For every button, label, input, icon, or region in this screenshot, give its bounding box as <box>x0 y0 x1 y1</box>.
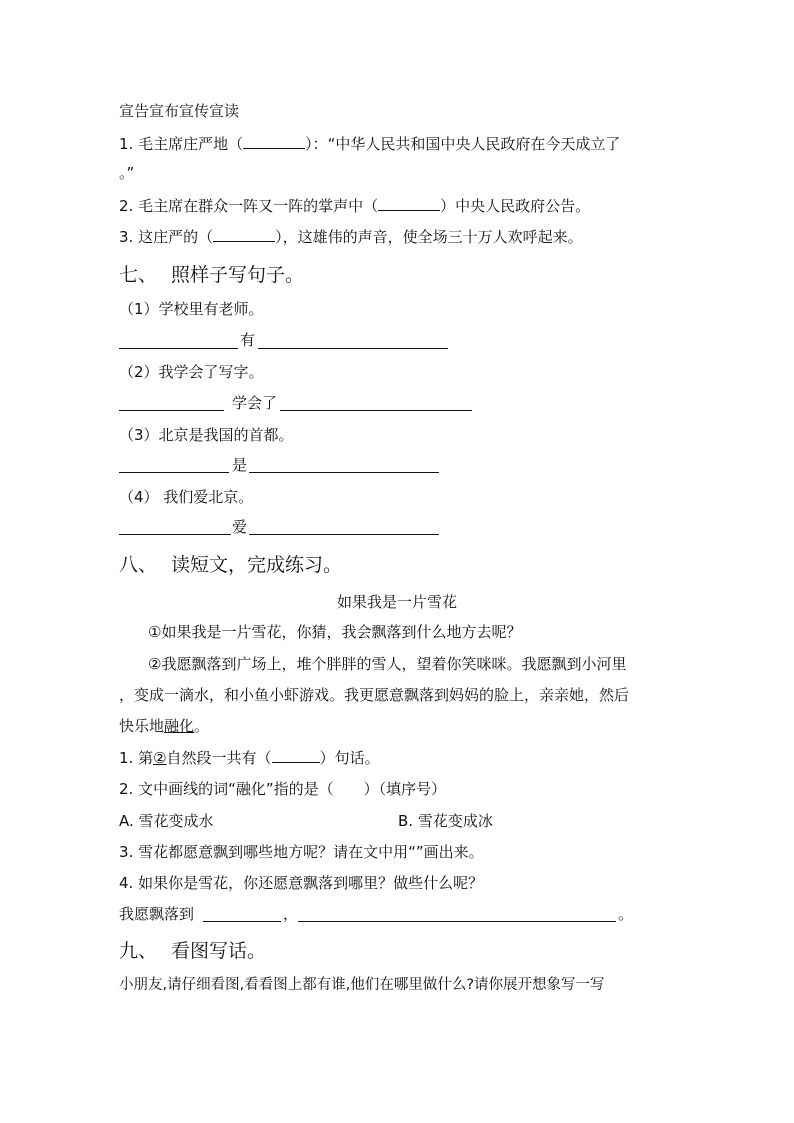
s8-option-a: A. 雪花变成水 <box>119 812 214 830</box>
section-8-title: 读短文，完成练习。 <box>171 554 343 576</box>
s6-q2-prefix: 2. 毛主席在群众一阵又一阵的掌声中（ <box>119 197 379 215</box>
s8-q4-blank-place[interactable] <box>203 921 281 922</box>
s7-blank-2a[interactable] <box>119 410 224 411</box>
s7-example-4: （4） 我们爱北京。 <box>119 488 254 506</box>
s8-question-1 <box>119 748 380 768</box>
section-8-number: 八、 <box>119 554 158 576</box>
word-bank: 宣告宣布宣传宣读 <box>119 102 240 120</box>
s7-example-1: （1）学校里有老师。 <box>119 300 264 318</box>
passage-line3-suffix: 。 <box>194 717 210 735</box>
s8-question-2: 2. 文中画线的词“融化”指的是（ ）（填序号） <box>119 780 447 798</box>
s8-q1-prefix: 1. 第 <box>119 749 154 767</box>
s6-q3-blank[interactable] <box>213 227 275 242</box>
section-9-number: 九、 <box>119 940 158 962</box>
s6-question-3 <box>119 227 583 247</box>
underlined-word: 融化 <box>164 717 195 735</box>
s8-q4-fill-prefix: 我愿飘落到 <box>119 905 195 923</box>
s7-blank-4b[interactable] <box>249 534 439 535</box>
s6-q3-prefix: 3. 这庄严的（ <box>119 228 214 246</box>
s7-blank-3a[interactable] <box>119 472 229 473</box>
s6-q1-blank[interactable] <box>243 134 305 149</box>
s8-q1-mark: ② <box>153 749 167 767</box>
s6-q3-suffix: ），这雄伟的声音，使全场三十万人欢呼起来。 <box>275 228 583 246</box>
s7-example-3: （3）北京是我国的首都。 <box>119 426 294 444</box>
s7-fill-word-2: 学会了 <box>232 394 278 412</box>
s7-fill-word-1: 有 <box>240 331 256 349</box>
s9-prompt: 小朋友,请仔细看图,看看图上都有谁,他们在哪里做什么?请你展开想象写一写 <box>119 977 605 993</box>
passage-paragraph-2-line-2: ，变成一滴水，和小鱼小虾游戏。我更愿意飘落到妈妈的脸上，亲亲她，然后 <box>119 686 630 704</box>
s8-q1-suffix: ）句话。 <box>319 749 380 767</box>
s8-q4-blank-activity[interactable] <box>298 921 616 922</box>
s7-blank-4a[interactable] <box>119 534 231 535</box>
s6-q2-suffix: ）中央人民政府公告。 <box>440 197 591 215</box>
s6-q2-blank[interactable] <box>378 196 440 211</box>
s6-q1-suffix: ）：“中华人民共和国中央人民政府在今天成立了 <box>305 135 621 153</box>
passage-paragraph-2-line-1: ②我愿飘落到广场上，堆个胖胖的雪人，望着你笑咪咪。我愿飘到小河里 <box>148 655 627 673</box>
s6-q1-prefix: 1. 毛主席庄严地（ <box>119 135 244 153</box>
s8-option-b: B. 雪花变成冰 <box>398 812 493 830</box>
s8-q4-fill-end: 。 <box>618 905 634 923</box>
s7-blank-1a[interactable] <box>119 348 238 349</box>
s7-fill-word-3: 是 <box>232 456 248 474</box>
section-9-title: 看图写话。 <box>171 940 267 962</box>
section-7-number: 七、 <box>119 264 158 286</box>
s7-example-2: （2）我学会了写字。 <box>119 363 264 381</box>
s6-question-1-cont: 。” <box>119 164 135 182</box>
section-9-heading <box>119 939 266 963</box>
section-8-heading <box>119 553 342 577</box>
s8-q1-mid: 自然段一共有（ <box>166 749 272 767</box>
s8-question-4: 4. 如果你是雪花，你还愿意飘落到哪里？做些什么呢？ <box>119 874 484 892</box>
s7-blank-1b[interactable] <box>258 348 448 349</box>
s8-question-3: 3. 雪花都愿意飘到哪些地方呢？请在文中用“”画出来。 <box>119 843 484 861</box>
s7-blank-3b[interactable] <box>249 472 439 473</box>
passage-paragraph-2-line-3 <box>119 716 209 736</box>
section-7-title: 照样子写句子。 <box>171 264 305 286</box>
s8-q4-fill-comma: ， <box>283 905 299 923</box>
s6-question-2 <box>119 196 590 216</box>
s7-blank-2b[interactable] <box>280 410 472 411</box>
s7-fill-word-4: 爱 <box>232 518 248 536</box>
passage-paragraph-1: ①如果我是一片雪花，你猜，我会飘落到什么地方去呢？ <box>148 623 522 641</box>
section-7-heading <box>119 263 304 287</box>
passage-title: 如果我是一片雪花 <box>336 593 457 611</box>
s6-question-1 <box>119 134 620 154</box>
passage-line3-prefix: 快乐地 <box>119 717 165 735</box>
s8-q1-blank[interactable] <box>272 748 320 763</box>
